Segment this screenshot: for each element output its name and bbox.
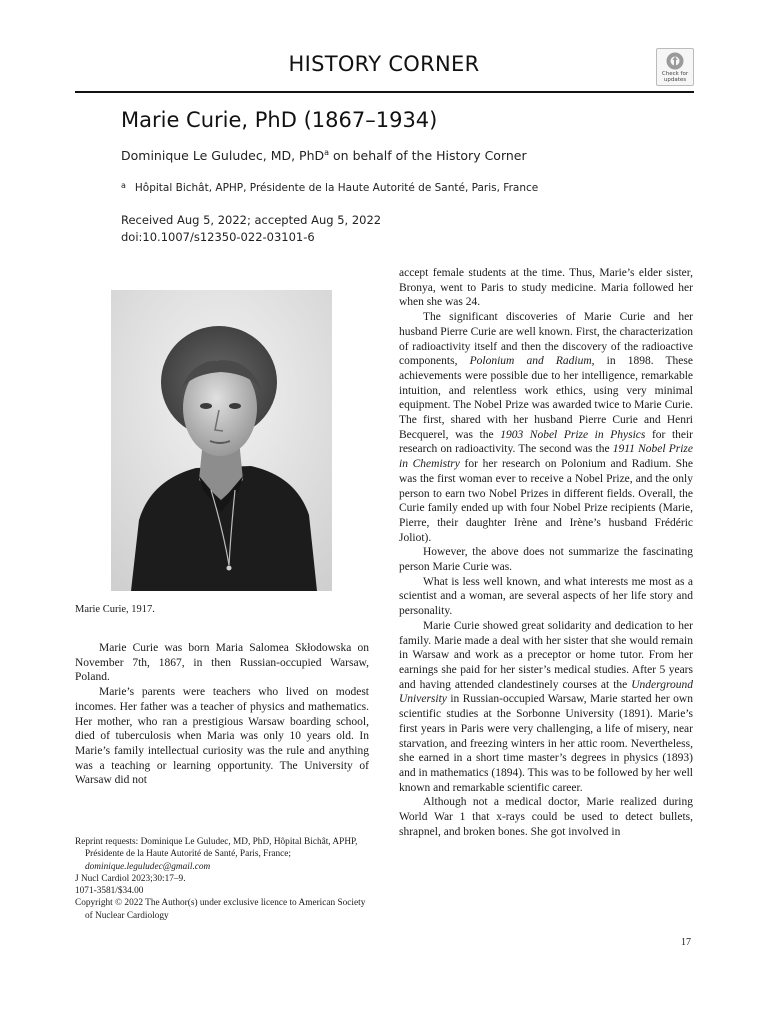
paragraph: However, the above does not summarize the fascinating person Marie Curie was.	[399, 546, 693, 574]
text-run: The significant discoveries of Marie Curie and her husband Pierre Curie are well known. First, the characterization of radioactivity itself and then the discovery of the radioactive components,	[399, 311, 693, 368]
text-run: for her research on Polonium and Radium. She was the first woman ever to receive a Nobel Prize, and the only person to earn two Nobel Prizes in different fields. Overall, the Curie family ended up with four Nobel Prize recipients (Marie, Pierre, their daughter Irène and Irène’s husband Frédéric Joliot).	[399, 458, 693, 544]
italic-run: Underground University	[399, 678, 693, 706]
author-affiliation-mark: a	[324, 148, 330, 157]
author-name: Dominique Le Guludec, MD, PhD	[121, 148, 325, 163]
issn: 1071-3581/$34.00	[75, 886, 144, 897]
paragraph	[399, 310, 693, 545]
author-line	[121, 148, 527, 163]
italic-run: Polonium and Radium	[469, 355, 592, 368]
body-left-column	[75, 641, 369, 788]
affiliation-text: Hôpital Bichât, APHP, Présidente de la Haute Autorité de Santé, Paris, France	[134, 182, 539, 194]
italic-run: 1911 Nobel Prize in Chemistry	[399, 443, 693, 471]
reprint-text: Reprint requests: Dominique Le Guludec, MD, PhD, Hôpital Bichât, APHP, Présidente de la Haute Autorité de Santé, Paris, France;	[75, 837, 358, 860]
header-rule	[75, 91, 694, 93]
reprint-email[interactable]: dominique.leguludec@gmail.com	[85, 861, 211, 872]
section-title: HISTORY CORNER	[288, 52, 480, 76]
paragraph: Marie’s parents were teachers who lived on modest incomes. Her father was a teacher of physics and mathematics. Her mother, who ran a prestigious Warsaw boarding school, died of tuberculosis when Maria was only 10 years old. In Marie’s family intellectual curiosity was the rule and anything was a teaching or learning opportunity. The University of Warsaw did not	[75, 686, 369, 787]
received-dates: Received Aug 5, 2022; accepted Aug 5, 2022	[121, 213, 382, 227]
paragraph: Although not a medical doctor, Marie realized during World War 1 that x-rays could be used to detect bullets, shrapnel, and broken bones. She got involved in	[399, 796, 693, 838]
copyright: Copyright © 2022 The Author(s) under exclusive licence to American Society of Nuclear Cardiology	[75, 898, 366, 921]
affiliation-mark: a	[121, 181, 126, 190]
body-right-column	[399, 266, 693, 839]
text-run: for their research on radioactivity. The second was the	[399, 428, 694, 456]
figure-caption: Marie Curie, 1917.	[75, 604, 155, 615]
reprint-requests	[75, 836, 369, 873]
author-suffix: on behalf of the History Corner	[329, 148, 527, 163]
article-title: Marie Curie, PhD (1867–1934)	[121, 108, 438, 132]
paragraph: Marie Curie was born Maria Salomea Skłodowska on November 7th, 1867, in then Russian-occupied Warsaw, Poland.	[75, 642, 369, 684]
text-run: Marie Curie showed great solidarity and dedication to her family. Marie made a deal with her sister that she would remain in Warsaw and work as a preceptor or home tutor. From her earnings she paid for her sister’s medical studies. After 5 years and having attended clandestinely courses at the	[399, 619, 693, 691]
paragraph: What is less well known, and what interests me most as a scientist and a woman, are several aspects of her life story and personality.	[399, 575, 693, 618]
badge-label: Check for updates	[661, 71, 689, 83]
italic-run: 1903 Nobel Prize in Physics	[500, 428, 646, 441]
doi[interactable]: doi:10.1007/s12350-022-03101-6	[121, 230, 315, 244]
portrait-photo	[111, 290, 332, 591]
check-updates-icon	[665, 51, 685, 71]
check-for-updates-badge[interactable]	[656, 48, 694, 86]
paragraph: accept female students at the time. Thus, Marie’s elder sister, Bronya, went to Paris to study medicine. Maria followed her when she was 24.	[399, 267, 693, 309]
affiliation	[121, 181, 538, 194]
text-run: , in 1898. These achievements were possible due to her intelligence, remarkable intuition, and relentless work ethics, using very minimal equipment. The Nobel Prize was awarded twice to Marie Curie. The first, shared with her husband Pierre Curie and Henri Becquerel, was the	[399, 355, 693, 441]
page-number: 17	[681, 937, 691, 948]
journal-citation: J Nucl Cardiol 2023;30:17–9.	[75, 873, 186, 884]
paragraph	[399, 619, 693, 795]
text-run: in Russian-occupied Warsaw, Marie started her own scientific studies at the Sorbonne University (1891). Marie’s first years in Paris were very challenging, a life of misery, near starvation, and freezing winters in her attic room. Nevertheless, she earned in a short time master’s degrees in physics (1893) and in mathematics (1894). This was to be followed by her well known and remarkable scientific career.	[399, 693, 693, 794]
footnote	[75, 836, 369, 922]
